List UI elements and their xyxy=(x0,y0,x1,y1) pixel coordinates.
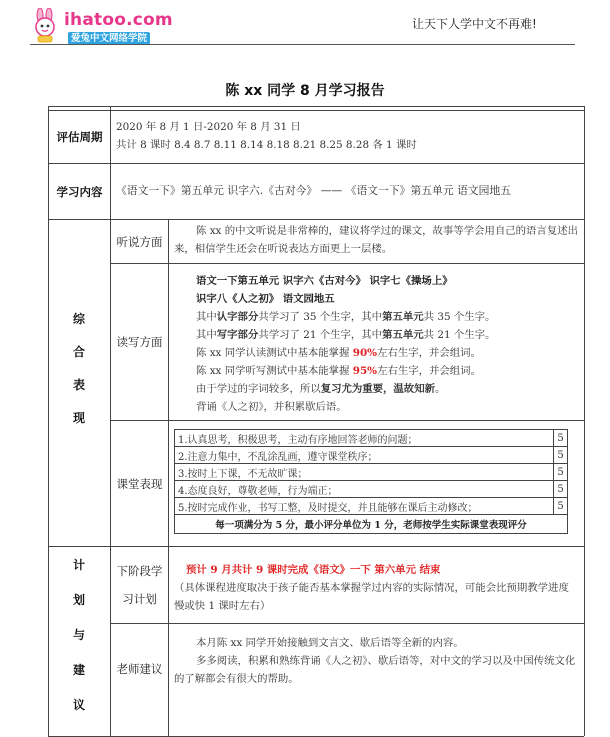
criterion-score: 5 xyxy=(554,464,568,481)
period-sessions: 共计 8 课时 8.4 8.7 8.11 8.14 8.18 8.21 8.25 8.28 各 1 课时 xyxy=(116,139,417,151)
reading-test-recognition: 陈 xx 同学认读测试中基本能掌握 90%左右生字，并会组词。 xyxy=(196,347,481,359)
row-divider xyxy=(110,263,584,264)
content-text: 《语文一下》第五单元 识字六.《古对今》 —— 《语文一下》第五单元 语文园地五 xyxy=(116,184,512,197)
plan-char: 议 xyxy=(72,698,85,712)
criterion-text: 1.认真思考，积极思考，主动有序地回答老师的问题； xyxy=(175,430,554,447)
plan-vertical-label xyxy=(71,556,87,713)
reading-label: 读写方面 xyxy=(116,335,163,349)
classroom-label: 课堂表现 xyxy=(116,476,163,491)
table-row xyxy=(175,498,568,515)
table-row xyxy=(175,515,568,534)
criterion-score: 5 xyxy=(554,481,568,498)
content-label: 学习内容 xyxy=(56,184,103,199)
performance-char: 综 xyxy=(72,312,85,326)
reading-text xyxy=(196,272,578,416)
reading-test-dictation: 陈 xx 同学听写测试中基本能掌握 95%左右生字，并会组词。 xyxy=(196,365,481,377)
table-row xyxy=(175,464,568,481)
table-row xyxy=(175,430,568,447)
site-name: ihatoo.com xyxy=(64,10,173,30)
criterion-score: 5 xyxy=(554,498,568,515)
table-row xyxy=(175,481,568,498)
performance-char: 表 xyxy=(72,378,85,392)
criterion-score: 5 xyxy=(554,430,568,447)
reading-recognition: 其中认字部分共学习了 35 个生字，其中第五单元共 35 个生字。 xyxy=(196,311,496,323)
period-dates: 2020 年 8 月 1 日-2020 年 8 月 31 日 xyxy=(116,121,301,133)
scoring-note: 每一项满分为 5 分，最小评分单位为 1 分，老师按学生实际课堂表现评分 xyxy=(175,515,568,534)
performance-char: 现 xyxy=(72,411,85,425)
reading-unit-line: 识字八《人之初》 语文园地五 xyxy=(196,293,335,305)
row-divider xyxy=(48,163,584,164)
row-divider xyxy=(110,623,584,624)
site-subtitle: 爱兔中文网络学院 xyxy=(68,32,150,45)
advice-line: 本月陈 xx 同学开始接触到文言文、歇后语等全新的内容。 xyxy=(196,637,464,649)
performance-char: 合 xyxy=(72,345,85,359)
report-title: 陈 xx 同学 8 月学习报告 xyxy=(225,83,385,99)
performance-vertical-label xyxy=(71,310,87,426)
reading-recite: 背诵《人之初》，并积累歇后语。 xyxy=(196,401,347,413)
criterion-text: 2.注意力集中，不乱涂乱画，遵守课堂秩序； xyxy=(175,447,554,464)
reading-review: 由于学过的字词较多，所以复习尤为重要，温故知新。 xyxy=(196,383,446,395)
criterion-score: 5 xyxy=(554,447,568,464)
rabbit-mascot-icon xyxy=(30,8,60,44)
col-divider xyxy=(168,219,169,736)
criterion-text: 4.态度良好，尊敬老师，行为端正； xyxy=(175,481,554,498)
reading-unit-line: 语文一下第五单元 识字六《古对今》 识字七《操场上》 xyxy=(196,275,453,287)
plan-char: 计 xyxy=(72,558,85,572)
period-label: 评估周期 xyxy=(56,130,103,144)
row-divider xyxy=(110,420,584,421)
plan-char: 与 xyxy=(72,628,85,642)
table-top-border-inner xyxy=(48,110,584,111)
criterion-text: 3.按时上下课，不无故旷课； xyxy=(175,464,554,481)
classroom-table xyxy=(174,429,568,534)
listening-label: 听说方面 xyxy=(116,234,163,249)
teacher-advice-text xyxy=(174,634,578,688)
reading-writing: 其中写字部分共学习了 21 个生字，其中第五单元共 21 个生字。 xyxy=(196,329,496,341)
header-rule xyxy=(30,44,575,45)
advice-line: 多多阅读，积累和熟练背诵《人之初》、歇后语等，对中文的学习以及中国传统文化的了解都会有很大的帮助。 xyxy=(174,655,576,685)
table-top-border xyxy=(48,106,584,107)
table-row xyxy=(175,447,568,464)
criterion-text: 5.按时完成作业，书写工整，及时提交，并且能够在课后主动修改； xyxy=(175,498,554,515)
slogan: 让天下人学中文不再难! xyxy=(412,17,537,31)
table-right-border xyxy=(584,106,585,736)
listening-text: 陈 xx 的中文听说是非常棒的，建议将学过的课文，故事等学会用自己的语言复述出来，相信学生还会在听说表达方面更上一层楼。 xyxy=(174,225,578,255)
next-plan-headline: 预计 9 月共计 9 课时完成《语文》一下 第六单元 结束 xyxy=(186,564,441,576)
ihatoo-logo[interactable] xyxy=(30,8,210,48)
next-plan-note: （具体课程进度取决于孩子能否基本掌握学过内容的实际情况，可能会比预期教学进度慢或快 1 课时左右） xyxy=(174,582,569,612)
next-plan-text xyxy=(174,561,578,615)
plan-char: 划 xyxy=(72,593,85,607)
next-plan-label: 下阶段学 习计划 xyxy=(116,564,163,606)
plan-char: 建 xyxy=(72,663,85,677)
teacher-advice-label: 老师建议 xyxy=(116,662,163,676)
period-text xyxy=(116,118,578,154)
